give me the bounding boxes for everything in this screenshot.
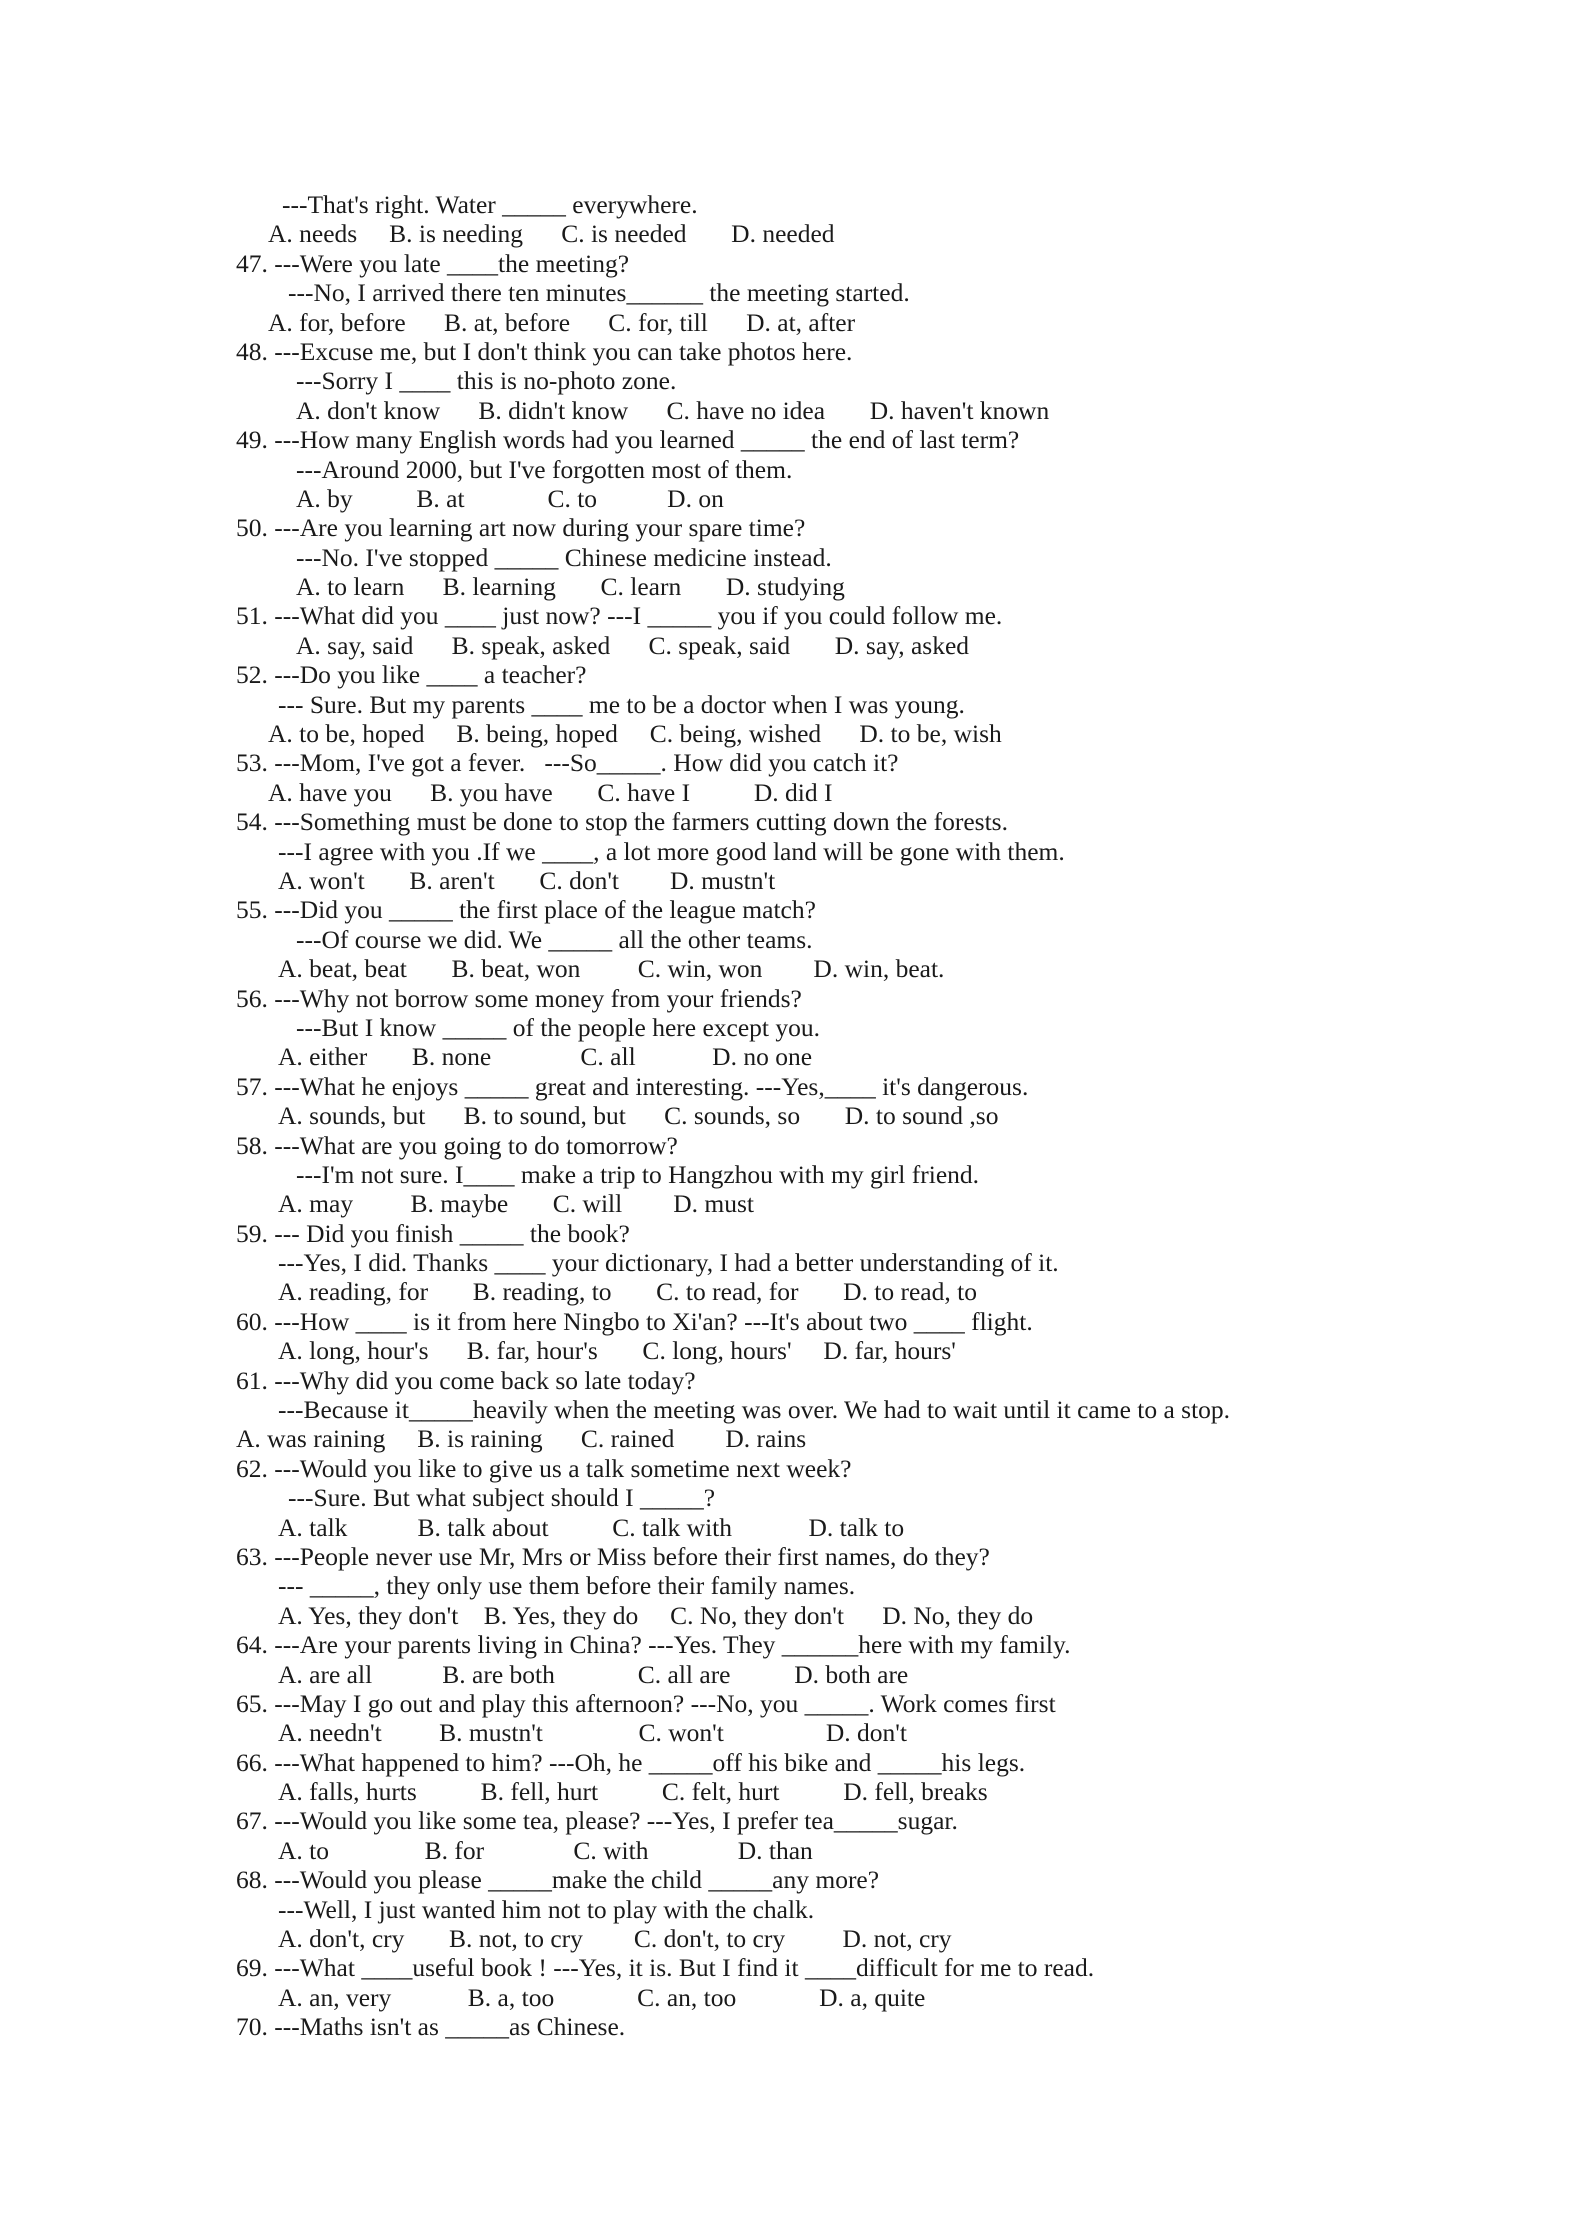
- text-line: A. by B. at C. to D. on: [296, 483, 724, 513]
- text-line: A. don't know B. didn't know C. have no idea D. haven't known: [296, 395, 1050, 425]
- text-line: 59. --- Did you finish _____ the book?: [236, 1218, 630, 1248]
- text-line: ---Well, I just wanted him not to play with the chalk.: [278, 1894, 815, 1924]
- text-line: A. sounds, but B. to sound, but C. sounds, so D. to sound ,so: [278, 1101, 999, 1131]
- text-line: A. to be, hoped B. being, hoped C. being, wished D. to be, wish: [268, 719, 1002, 749]
- text-line: ---Of course we did. We _____ all the other teams.: [296, 924, 813, 954]
- text-line: A. either B. none C. all D. no one: [278, 1042, 813, 1072]
- text-line: A. say, said B. speak, asked C. speak, said D. say, asked: [296, 630, 970, 660]
- text-line: 62. ---Would you like to give us a talk sometime next week?: [236, 1453, 852, 1483]
- text-line: 53. ---Mom, I've got a fever. ---So_____. How did you catch it?: [236, 748, 899, 778]
- text-line: A. needs B. is needing C. is needed D. needed: [268, 219, 835, 249]
- text-line: 55. ---Did you _____ the first place of the league match?: [236, 895, 816, 925]
- text-line: A. reading, for B. reading, to C. to read, for D. to read, to: [278, 1277, 977, 1307]
- text-line: 69. ---What ____useful book ! ---Yes, it is. But I find it ____difficult for me to read.: [236, 1953, 1095, 1983]
- text-line: 57. ---What he enjoys _____ great and interesting. ---Yes,____ it's dangerous.: [236, 1071, 1029, 1101]
- text-line: A. may B. maybe C. will D. must: [278, 1189, 754, 1219]
- text-line: ---No, I arrived there ten minutes______ the meeting started.: [288, 278, 910, 308]
- text-line: 51. ---What did you ____ just now? ---I _____ you if you could follow me.: [236, 601, 1003, 631]
- text-line: A. an, very B. a, too C. an, too D. a, quite: [278, 1982, 926, 2012]
- text-line: ---Sorry I ____ this is no-photo zone.: [296, 366, 677, 396]
- text-line: ---But I know _____ of the people here except you.: [296, 1012, 821, 1042]
- text-line: 54. ---Something must be done to stop the farmers cutting down the forests.: [236, 807, 1008, 837]
- text-line: A. needn't B. mustn't C. won't D. don't: [278, 1718, 907, 1748]
- text-line: 65. ---May I go out and play this afternoon? ---No, you _____. Work comes first: [236, 1688, 1056, 1718]
- text-line: 70. ---Maths isn't as _____as Chinese.: [236, 2012, 626, 2042]
- text-line: A. to B. for C. with D. than: [278, 1835, 813, 1865]
- text-line: 58. ---What are you going to do tomorrow?: [236, 1130, 678, 1160]
- text-line: ---Because it_____heavily when the meeting was over. We had to wait until it came to a stop.: [278, 1395, 1231, 1425]
- text-line: A. to learn B. learning C. learn D. studying: [296, 572, 845, 602]
- text-line: 48. ---Excuse me, but I don't think you can take photos here.: [236, 336, 853, 366]
- text-line: ---No. I've stopped _____ Chinese medicine instead.: [296, 542, 832, 572]
- text-line: A. talk B. talk about C. talk with D. talk to: [278, 1512, 905, 1542]
- text-line: ---I agree with you .If we ____, a lot more good land will be gone with them.: [278, 836, 1065, 866]
- text-line: ---Yes, I did. Thanks ____ your dictionary, I had a better understanding of it.: [278, 1248, 1059, 1278]
- text-line: 66. ---What happened to him? ---Oh, he _____off his bike and _____his legs.: [236, 1747, 1026, 1777]
- text-line: A. are all B. are both C. all are D. both are: [278, 1659, 909, 1689]
- text-line: A. don't, cry B. not, to cry C. don't, to cry D. not, cry: [278, 1924, 952, 1954]
- text-line: A. falls, hurts B. fell, hurt C. felt, hurt D. fell, breaks: [278, 1777, 988, 1807]
- text-line: A. won't B. aren't C. don't D. mustn't: [278, 865, 776, 895]
- text-line: --- _____, they only use them before their family names.: [278, 1571, 856, 1601]
- text-line: ---That's right. Water _____ everywhere.: [282, 190, 698, 219]
- text-line: 68. ---Would you please _____make the child _____any more?: [236, 1865, 880, 1895]
- text-line: A. was raining B. is raining C. rained D. rains: [236, 1424, 807, 1454]
- text-line: 61. ---Why did you come back so late today?: [236, 1365, 696, 1395]
- text-line: 50. ---Are you learning art now during your spare time?: [236, 513, 806, 543]
- text-line: 47. ---Were you late ____the meeting?: [236, 248, 630, 278]
- exam-document: [0, 190, 1584, 2042]
- text-line: ---I'm not sure. I____ make a trip to Hangzhou with my girl friend.: [296, 1159, 980, 1189]
- text-line: A. Yes, they don't B. Yes, they do C. No, they don't D. No, they do: [278, 1600, 1034, 1630]
- text-line: 49. ---How many English words had you learned _____ the end of last term?: [236, 425, 1020, 455]
- text-line: A. for, before B. at, before C. for, till D. at, after: [268, 307, 856, 337]
- text-line: ---Around 2000, but I've forgotten most of them.: [296, 454, 793, 484]
- text-line: A. long, hour's B. far, hour's C. long, hours' D. far, hours': [278, 1336, 956, 1366]
- text-line: --- Sure. But my parents ____ me to be a doctor when I was young.: [278, 689, 965, 719]
- text-line: 63. ---People never use Mr, Mrs or Miss before their first names, do they?: [236, 1541, 990, 1571]
- text-line: 60. ---How ____ is it from here Ningbo to Xi'an? ---It's about two ____ flight.: [236, 1306, 1033, 1336]
- text-line: 56. ---Why not borrow some money from your friends?: [236, 983, 802, 1013]
- text-line: A. beat, beat B. beat, won C. win, won D. win, beat.: [278, 954, 945, 984]
- text-line: 52. ---Do you like ____ a teacher?: [236, 660, 587, 690]
- text-line: A. have you B. you have C. have I D. did I: [268, 777, 833, 807]
- text-line: 64. ---Are your parents living in China? ---Yes. They ______here with my family.: [236, 1630, 1071, 1660]
- text-line: 67. ---Would you like some tea, please? ---Yes, I prefer tea_____sugar.: [236, 1806, 958, 1836]
- text-line: ---Sure. But what subject should I _____?: [288, 1483, 716, 1513]
